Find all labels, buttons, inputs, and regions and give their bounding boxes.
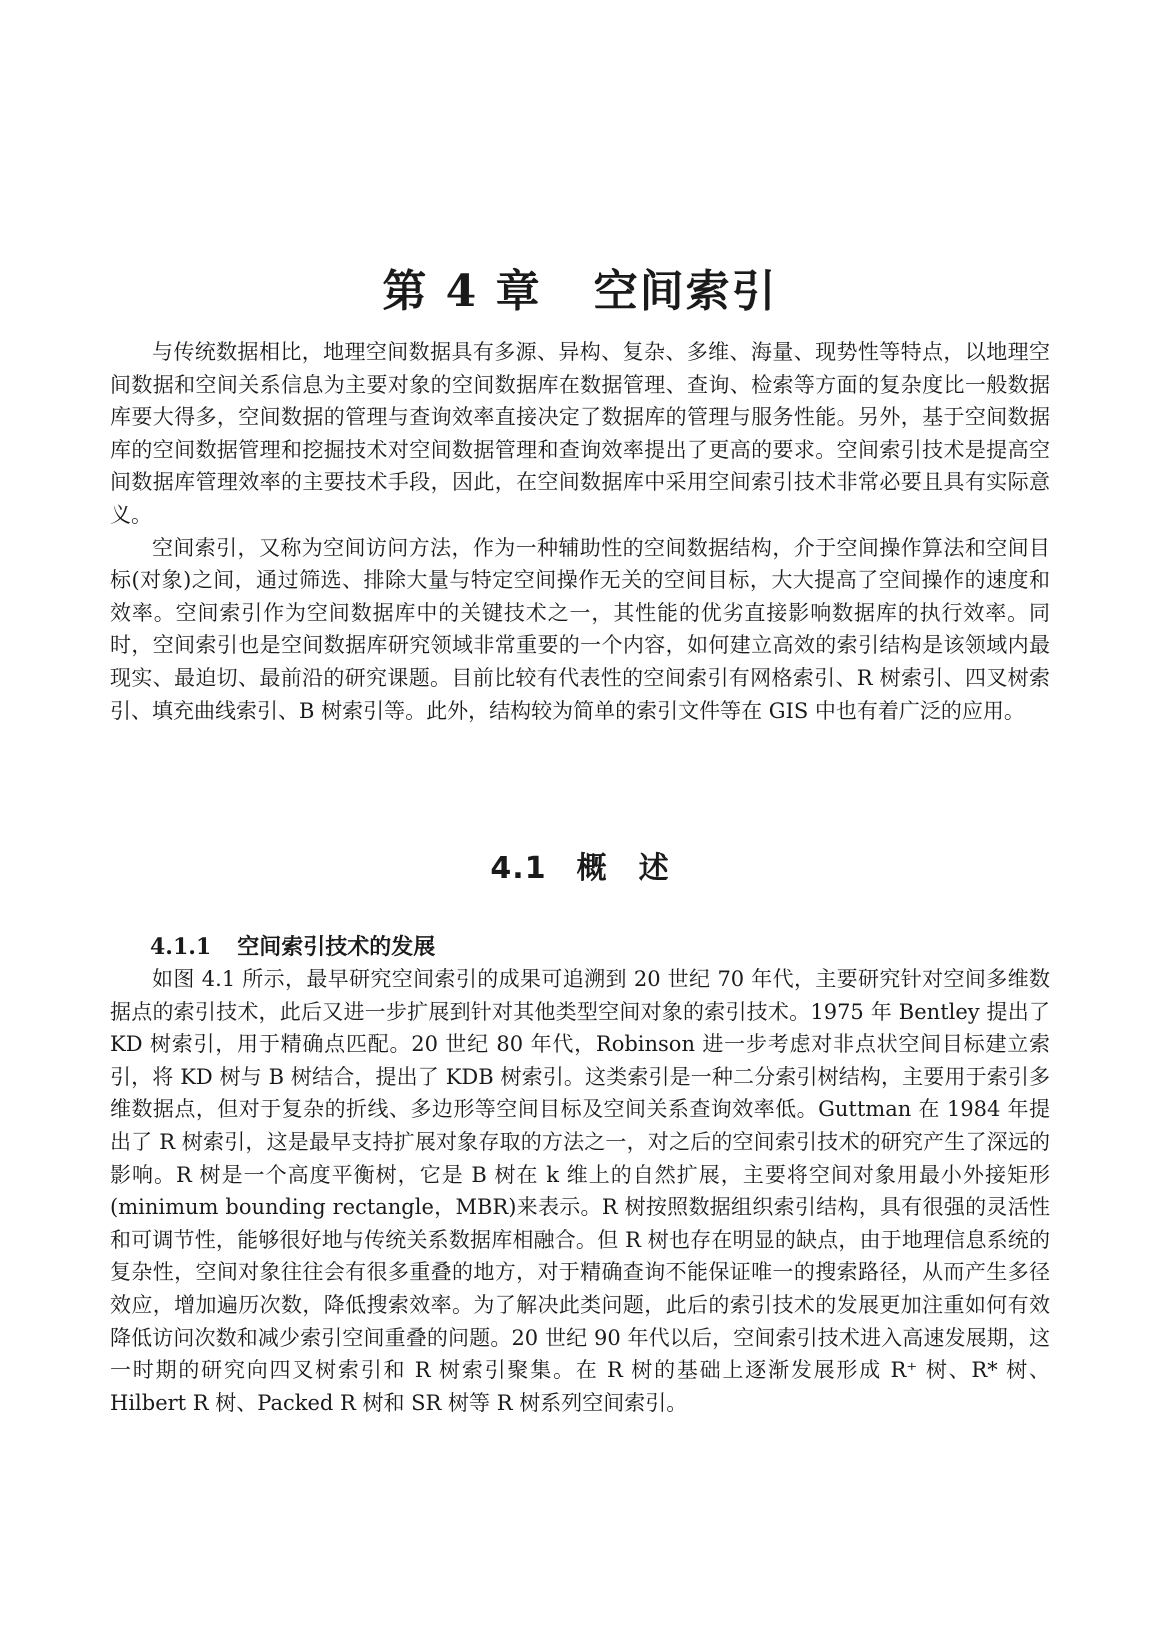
intro-paragraph: 空间索引，又称为空间访问方法，作为一种辅助性的空间数据结构，介于空间操作算法和空间目标(对象)之间，通过筛选、排除大量与特定空间操作无关的空间目标，大大提高了空间操作的速度和效率。空间索引作为空间数据库中的关键技术之一，其性能的优劣直接影响数据库的执行效率。同时，空间索引也是空间数据库研究领域非常重要的一个内容，如何建立高效的索引结构是该领域内最现实、最迫切、最前沿的研究课题。目前比较有代表性的空间索引有网格索引、R 树索引、四叉树索引、填充曲线索引、B 树索引等。此外，结构较为简单的索引文件等在 GIS 中也有着广泛的应用。 [110,535,1050,723]
intro-paragraph: 与传统数据相比，地理空间数据具有多源、异构、复杂、多维、海量、现势性等特点，以地理空间数据和空间关系信息为主要对象的空间数据库在数据管理、查询、检索等方面的复杂度比一般数据库要大得多，空间数据的管理与查询效率直接决定了数据库的管理与服务性能。另外，基于空间数据库的空间数据管理和挖掘技术对空间数据管理和查询效率提出了更高的要求。空间索引技术是提高空间数据库管理效率的主要技术手段，因此，在空间数据库中采用空间索引技术非常必要且具有实际意义。 [110,340,1050,527]
subsection-title [150,930,435,961]
subsection-number: 4.1.1 [150,934,212,960]
book-page [110,0,1050,1638]
section-number: 4.1 [490,850,547,886]
body-paragraph: 如图 4.1 所示，最早研究空间索引的成果可追溯到 20 世纪 70 年代，主要研究针对空间多维数据点的索引技术，此后又进一步扩展到针对其他类型空间对象的索引技术。1975 年 Bentley 提出了 KD 树索引，用于精确点匹配。20 世纪 80 年代，Robinson 进一步考虑对非点状空间目标建立索引，将 KD 树与 B 树结合，提出了 KDB 树索引。这类索引是一种二分索引树结构，主要用于索引多维数据点，但对于复杂的折线、多边形等空间目标及空间关系查询效率低。Guttman 在 1984 年提出了 R 树索引，这是最早支持扩展对象存取的方法之一，对之后的空间索引技术的研究产生了深远的影响。R 树是一个高度平衡树，它是 B 树在 k 维上的自然扩展，主要将空间对象用最小外接矩形(minimum bounding rectangle，MBR)来表示。R 树按照数据组织索引结构，具有很强的灵活性和可调节性，能够很好地与传统关系数据库相融合。但 R 树也存在明显的缺点，由于地理信息系统的复杂性，空间对象往往会有很多重叠的地方，对于精确查询不能保证唯一的搜索路径，从而产生多径效应，增加遍历次数，降低搜索效率。为了解决此类问题，此后的索引技术的发展更加注重如何有效降低访问次数和减少索引空间重叠的问题。20 世纪 90 年代以后，空间索引技术进入高速发展期，这一时期的研究向四叉树索引和 R 树索引聚集。在 R 树的基础上逐渐发展形成 R⁺ 树、R* 树、Hilbert R 树、Packed R 树和 SR 树等 R 树系列空间索引。 [110,967,1050,1415]
subsection-name: 空间索引技术的发展 [237,934,436,960]
chapter-title [110,255,1050,319]
chapter-number: 第 4 章 [382,266,542,318]
chapter-name: 空间索引 [593,266,778,318]
section-text [110,963,1050,1419]
section-name: 概 述 [576,850,670,886]
section-title [110,843,1050,887]
intro-text [110,336,1050,727]
